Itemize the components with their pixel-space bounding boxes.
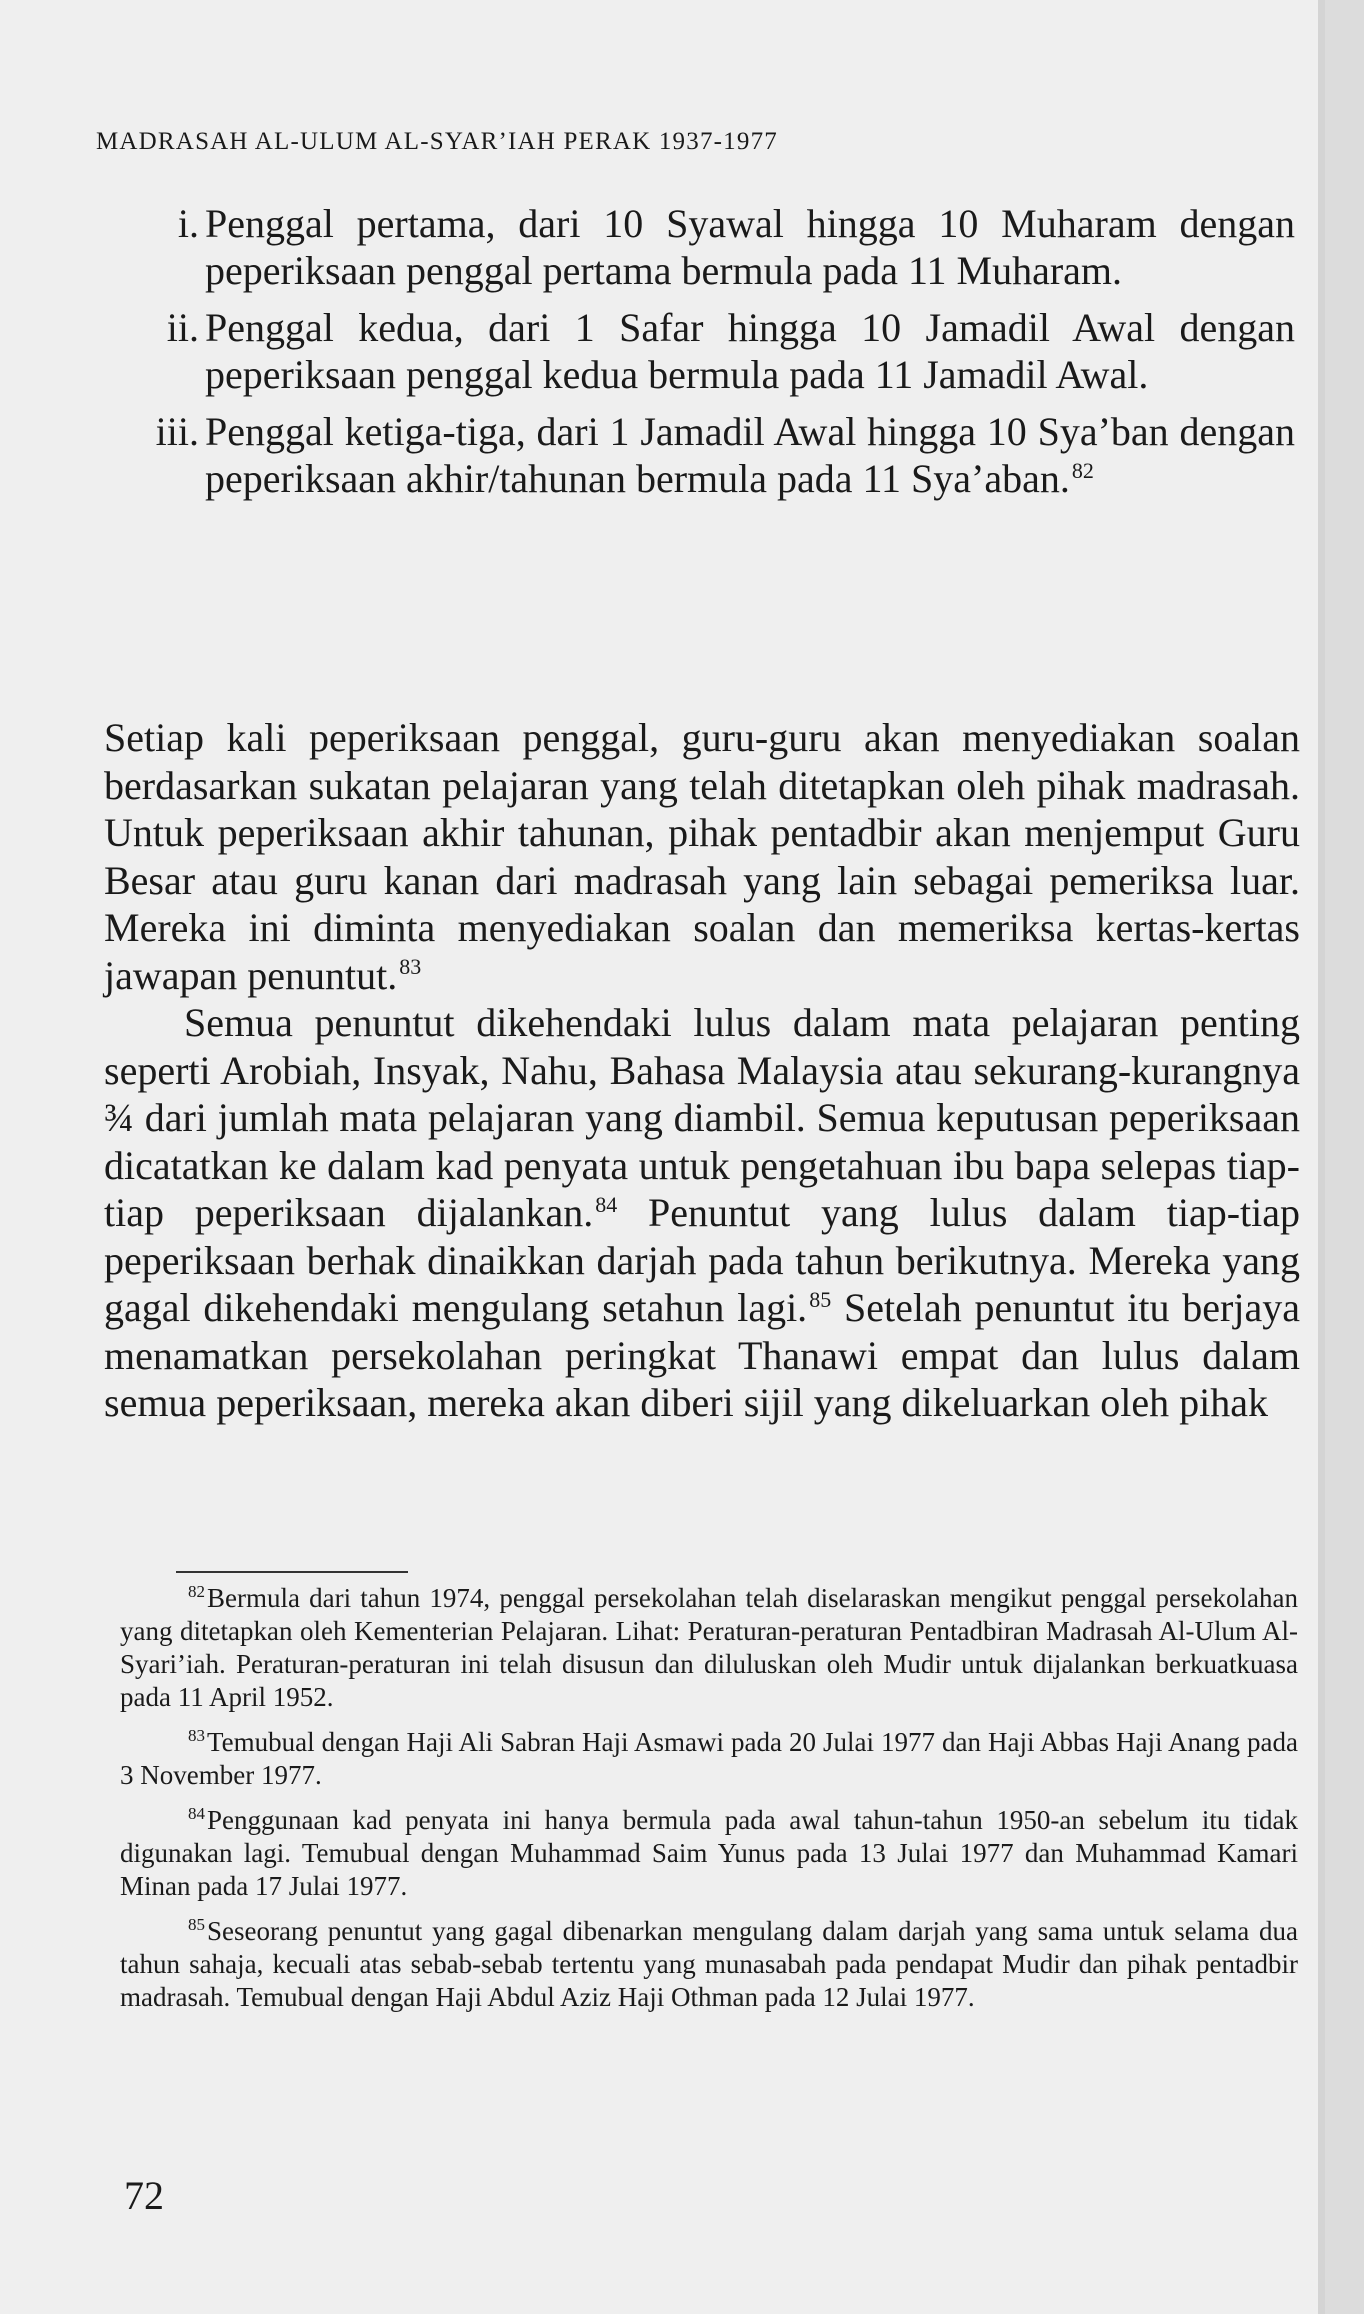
paragraph-text: dari jumlah mata pelajaran yang diambil. Semua keputusan peperiksaan dicatatkan ke dalam kad penyata untuk pengetahuan ibu bapa selepas tiap-tiap peperiksaan dijalankan. [104,1095,1301,1235]
list-marker: ii. [166,305,199,350]
footnotes [120,1582,1298,2026]
body-text [104,714,1300,1427]
footnote-text: Bermula dari tahun 1974, penggal persekolahan telah diselaraskan mengikut penggal persekolahan yang ditetapkan oleh Kementerian Pelajaran. Lihat: Peraturan-peraturan Pentadbiran Madrasah Al-Ulum Al-Syari’iah. Peraturan-peraturan ini telah disusun dan diluluskan oleh Mudir untuk dijalankan berkuatkuasa pada 11 April 1952. [120,1583,1298,1712]
footnote [120,1582,1298,1714]
term-list [155,200,1295,512]
paragraph-text: Setelah penuntut itu berjaya menamatkan persekolahan peringkat Thanawi empat dan lulus dalam semua peperiksaan, mereka akan diberi sijil yang dikeluarkan oleh pihak [104,1285,1300,1425]
footnote-text: Temubual dengan Haji Ali Sabran Haji Asmawi pada 20 Julai 1977 dan Haji Abbas Haji Anang pada 3 November 1977. [120,1727,1298,1790]
running-header: MADRASAH AL-ULUM AL-SYAR’IAH PERAK 1937-1977 [96,128,778,155]
list-item [166,304,1295,398]
footnote-text: Penggunaan kad penyata ini hanya bermula pada awal tahun-tahun 1950-an sebelum itu tidak digunakan lagi. Temubual dengan Muhammad Saim Yunus pada 13 Julai 1977 dan Muhammad Kamari Minan pada 17 Julai 1977. [120,1805,1298,1901]
footnote [120,1804,1298,1903]
paragraph-text: Semua penuntut dikehendaki lulus dalam mata pelajaran penting seperti Arobiah, Insyak, Nahu, Bahasa Malaysia atau sekurang-kurangnya [104,1000,1300,1093]
list-item [155,408,1295,502]
list-item-text: Penggal kedua, dari 1 Safar hingga 10 Jamadil Awal dengan peperiksaan penggal kedua bermula pada 11 Jamadil Awal. [205,305,1295,397]
paragraph [104,714,1300,999]
footnote-ref: 85 [809,1286,832,1312]
footnote-number: 84 [188,1804,205,1823]
paragraph-text: Penuntut yang lulus dalam tiap-tiap peperiksaan berhak dinaikkan darjah pada tahun berikutnya. Mereka yang gagal dikehendaki mengulang setahun lagi. [104,1190,1301,1330]
list-item-text: Penggal pertama, dari 10 Syawal hingga 10 Muharam dengan peperiksaan penggal pertama bermula pada 11 Muharam. [205,201,1295,293]
fraction: ¾ [104,1095,134,1140]
list-marker: i. [177,201,199,246]
footnote-divider [176,1571,408,1573]
list-item-text: Penggal ketiga-tiga, dari 1 Jamadil Awal hingga 10 Sya’ban dengan peperiksaan akhir/tahunan bermula pada 11 Sya’aban. [205,409,1295,501]
footnote-number: 85 [188,1915,205,1934]
footnote-ref: 84 [595,1191,618,1217]
footnote [120,1915,1298,2014]
footnote [120,1726,1298,1792]
footnote-ref: 83 [399,954,422,980]
page-number: 72 [124,2173,164,2218]
footnote-ref: 82 [1071,457,1094,483]
page-gutter [1318,0,1325,2314]
paragraph [104,999,1300,1427]
list-marker: iii. [155,409,199,454]
list-item [177,200,1295,294]
paragraph-text: Setiap kali peperiksaan penggal, guru-guru akan menyediakan soalan berdasarkan sukatan pelajaran yang telah ditetapkan oleh pihak madrasah. Untuk peperiksaan akhir tahunan, pihak pentadbir akan menjemput Guru Besar atau guru kanan dari madrasah yang lain sebagai pemeriksa luar. Mereka ini diminta menyediakan soalan dan memeriksa kertas-kertas jawapan penuntut. [104,715,1300,998]
page-edge [1325,0,1364,2314]
footnote-text: Seseorang penuntut yang gagal dibenarkan mengulang dalam darjah yang sama untuk selama dua tahun sahaja, kecuali atas sebab-sebab tertentu yang munasabah pada pendapat Mudir dan pihak pentadbir madrasah. Temubual dengan Haji Abdul Aziz Haji Othman pada 12 Julai 1977. [120,1916,1298,2012]
footnote-number: 82 [188,1582,205,1601]
footnote-number: 83 [188,1726,205,1745]
